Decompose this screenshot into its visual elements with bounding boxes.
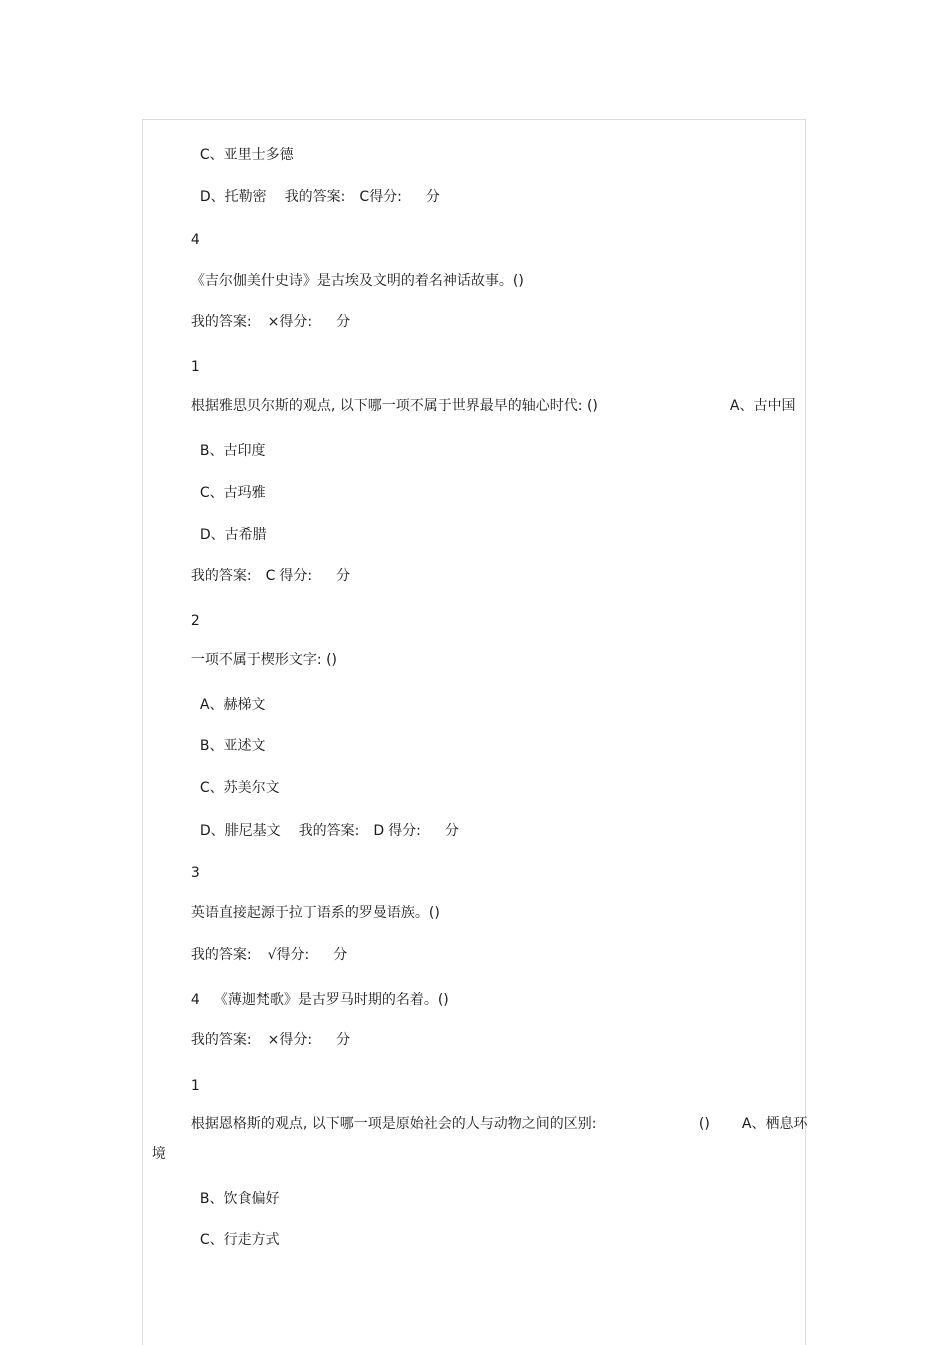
score-label: 得分: — [276, 947, 310, 963]
score-unit: 分 — [425, 189, 440, 205]
answer-line — [182, 549, 350, 585]
score-unit: 分 — [444, 823, 459, 839]
option-text: C、古玛雅 — [199, 485, 266, 501]
option-text: A、栖息环 — [741, 1116, 808, 1132]
question-number-text: 4 — [190, 232, 200, 248]
question-number-with-stem — [182, 973, 449, 1009]
option-line — [191, 508, 267, 544]
answer-label: 我的答案: — [190, 947, 252, 963]
score-label: 得分: — [279, 568, 313, 584]
option-text: D、托勒密 — [199, 189, 267, 205]
answer-value: C — [359, 189, 370, 205]
question-stem-text: 根据恩格斯的观点, 以下哪一项是原始社会的人与动物之间的区别: — [190, 1116, 597, 1132]
question-stem — [182, 633, 337, 669]
question-number-text: 4 — [190, 992, 200, 1008]
answer-line — [182, 295, 350, 331]
question-number-text: 3 — [190, 865, 200, 881]
score-label: 得分: — [388, 823, 421, 839]
question-stem-text: 英语直接起源于拉丁语系的罗曼语族。() — [190, 905, 440, 921]
question-stem-text: 《薄迦梵歌》是古罗马时期的名着。() — [213, 992, 449, 1008]
option-text: D、腓尼基文 — [199, 823, 281, 839]
option-line — [191, 424, 266, 460]
question-stem-text: 《吉尔伽美什史诗》是古埃及文明的着名神话故事。() — [190, 273, 524, 289]
option-text: C、苏美尔文 — [199, 780, 280, 796]
option-text: B、古印度 — [199, 443, 266, 459]
answer-value: √ — [267, 947, 277, 963]
option-inline-a — [721, 379, 795, 415]
question-stem — [182, 886, 440, 922]
answer-paren — [690, 1097, 710, 1133]
option-line — [191, 128, 294, 164]
option-text: C、亚里士多德 — [199, 147, 294, 163]
question-number — [182, 340, 200, 376]
option-text: A、赫梯文 — [199, 697, 266, 713]
question-stem — [182, 254, 524, 290]
question-stem-text: 根据雅思贝尔斯的观点, 以下哪一项不属于世界最早的轴心时代: () — [190, 398, 598, 414]
score-label: 得分: — [279, 314, 313, 330]
option-text: B、亚述文 — [199, 738, 266, 754]
score-label: 得分: — [369, 189, 402, 205]
option-inline-a — [733, 1097, 807, 1133]
option-line — [191, 466, 266, 502]
score-label: 得分: — [279, 1032, 313, 1048]
option-line — [191, 1213, 280, 1249]
question-number-text: 2 — [190, 613, 200, 629]
answer-label: 我的答案: — [190, 1032, 252, 1048]
question-number-text: 1 — [190, 359, 200, 375]
wrapped-text — [143, 1127, 166, 1163]
answer-value: C — [265, 568, 276, 584]
score-unit: 分 — [336, 314, 351, 330]
question-stem — [182, 1097, 597, 1133]
question-number-text: 1 — [190, 1078, 200, 1094]
option-text: D、古希腊 — [199, 527, 267, 543]
question-number — [182, 846, 200, 882]
question-number — [182, 1059, 200, 1095]
question-stem — [182, 379, 598, 415]
option-line-with-answer — [191, 170, 440, 206]
score-unit: 分 — [333, 947, 348, 963]
score-unit: 分 — [336, 1032, 351, 1048]
wrapped-text-content: 境 — [151, 1146, 166, 1162]
option-line — [191, 761, 280, 797]
answer-label: 我的答案: — [190, 568, 252, 584]
answer-line — [182, 928, 347, 964]
option-text: C、行走方式 — [199, 1232, 280, 1248]
question-number — [182, 213, 200, 249]
answer-label: 我的答案: — [298, 823, 360, 839]
question-stem-text: 一项不属于楔形文字: () — [190, 652, 337, 668]
score-unit: 分 — [336, 568, 351, 584]
answer-value: × — [267, 1032, 280, 1048]
answer-label: 我的答案: — [284, 189, 346, 205]
answer-value: D — [373, 823, 385, 839]
answer-line — [182, 1013, 350, 1049]
option-line-with-answer — [191, 804, 459, 840]
question-number — [182, 594, 200, 630]
option-text: A、古中国 — [729, 398, 796, 414]
paren-text: () — [698, 1116, 710, 1132]
option-line — [191, 1172, 280, 1208]
answer-value: × — [267, 314, 280, 330]
option-line — [191, 678, 265, 714]
option-line — [191, 719, 266, 755]
option-text: B、饮食偏好 — [199, 1191, 280, 1207]
answer-label: 我的答案: — [190, 314, 252, 330]
